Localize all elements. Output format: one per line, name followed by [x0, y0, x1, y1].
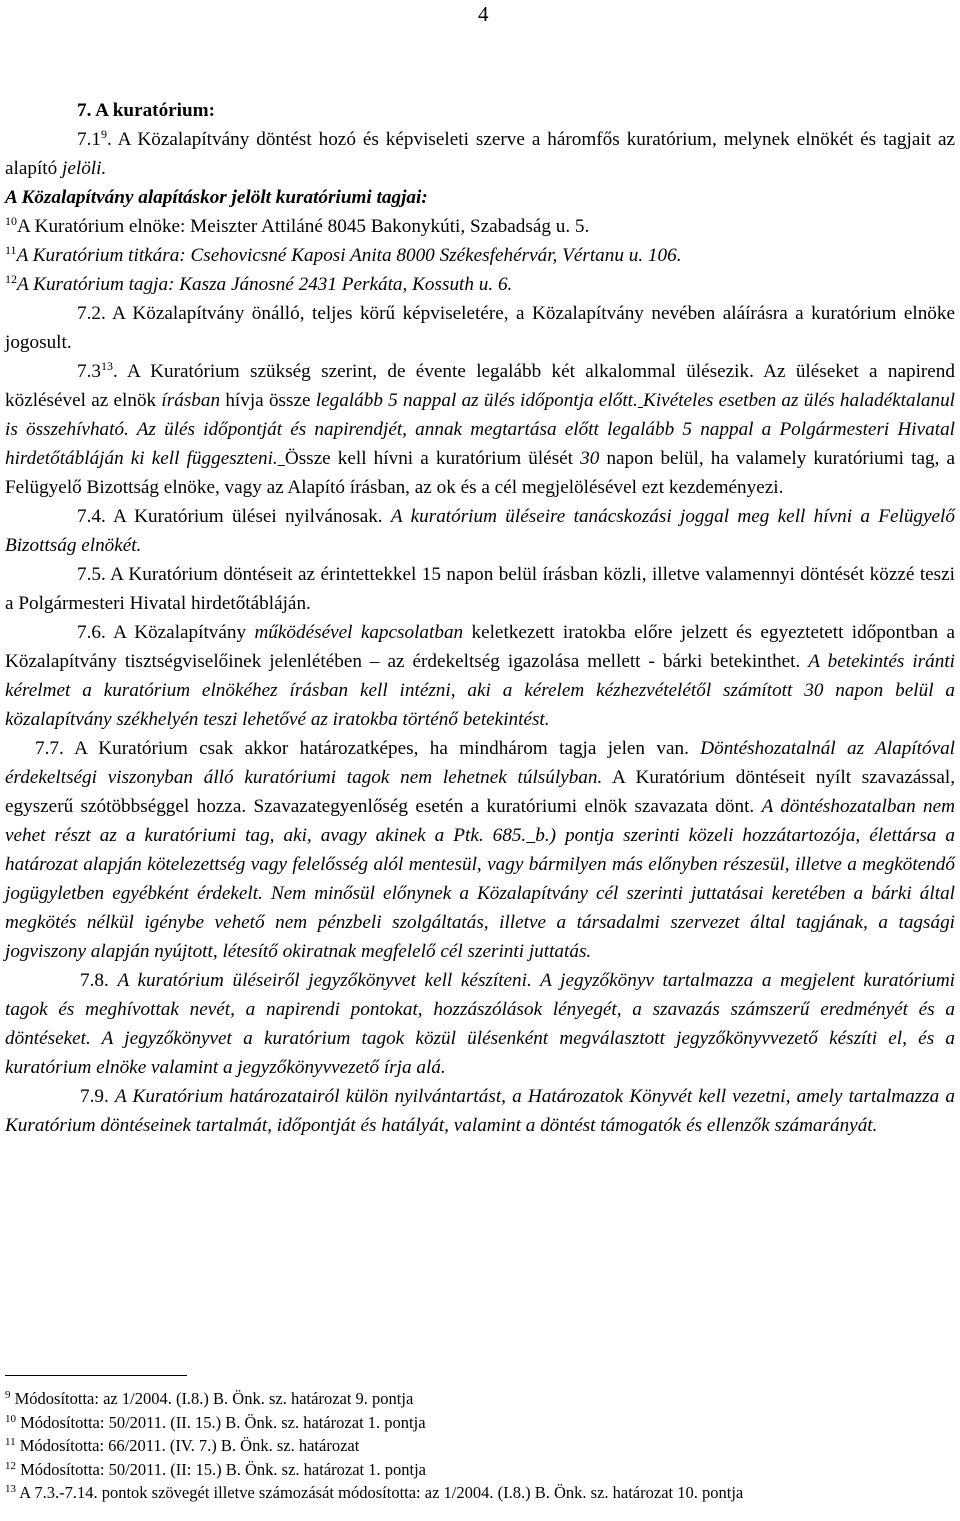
member-secretary: $^{11}$A Kuratórium titkára: Csehovicsné Kaposi Anita 8000 Székesfehérvár, Vértanu u. 106.	[5, 243, 682, 266]
paragraph-7-9: 7.9. A Kuratórium határozatairól külön nyilvántartást, a Határozatok Könyvét kell vezetni, amely tartalmazza a Kuratórium döntéseinek tartalmát, időpontját és hatályát, valamint a döntést támogatók és ellenzők számarányát.	[5, 1086, 955, 1136]
footnote-ref: 13	[100, 359, 113, 373]
paragraph-7-5: 7.5. A Kuratórium döntéseit az érintettekkel 15 napon belül írásban közli, illetve valamennyi döntését közzé teszi a Polgármesteri Hivatal hirdetőtábláján.	[5, 564, 955, 614]
footnote-ref: 9	[100, 127, 107, 141]
paragraph-7-4: 7.4. A Kuratórium ülései nyilvánosak. A kuratórium üléseire tanácskozási joggal meg kell hívni a Felügyelő Bizottság elnökét.	[5, 506, 955, 556]
member-president: $^{10}$A Kuratórium elnöke: Meiszter Attiláné 8045 Bakonykúti, Szabadság u. 5.	[5, 214, 590, 237]
paragraph-7-2: 7.2. A Közalapítvány önálló, teljes körű képviseletére, a Közalapítvány nevében aláírásra a kuratórium elnöke jogosult.	[5, 303, 955, 353]
document-body	[5, 96, 955, 1140]
paragraph-7-8: 7.8. A kuratórium üléseiről jegyzőkönyvet kell készíteni. A jegyzőkönyv tartalmazza a megjelent kuratóriumi tagok és meghívottak nevét, a napirendi pontokat, hozzászólások lényegét, a szavazás számszerű eredményét és a döntéseket. A jegyzőkönyvet a kuratórium tagok közül ülésenként megválasztott jegyzőkönyvvezető készíti el, és a kuratórium elnöke valamint a jegyzőkönyvvezető írja alá.	[5, 970, 956, 1078]
footnote: $^{12}$ Módosította: 50/2011. (II: 15.) B. Önk. sz. határozat 1. pontja	[5, 1459, 426, 1479]
page-number: 4	[478, 2, 489, 26]
footnote: $^{11}$ Módosította: 66/2011. (IV. 7.) B. Önk. sz. határozat	[5, 1436, 360, 1455]
footnote-ref: 12	[5, 272, 17, 286]
paragraph-7-3: $7.3^{13}$. A Kuratórium szükség szerint, de évente legalább két alkalommal ülésezik. Az üléseket a napirend közlésével az elnök írásban hívja össze legalább 5 nappal az ülés időpontja előtt. Kivételes esetben az ülés haladéktalanul is összehívható. Az ülés időpontját és napirendjét, annak megtartása előtt legalább 5 nappal a Polgármesteri Hivatal hirdetőtábláján ki kell függeszteni. Össze kell hívni a kuratórium ülését 30 napon belül, ha valamely kuratóriumi tag, a Felügyelő Bizottság elnöke, vagy az Alapító írásban, az ok és a cél megjelölésével ezt kezdeményezi.	[5, 359, 956, 498]
members-heading: A Közalapítvány alapításkor jelölt kuratóriumi tagjai:	[5, 187, 428, 208]
footnote: $^{13}$ A 7.3.-7.14. pontok szövegét illetve számozását módosította: az 1/2004. (I.8.) B. Önk. sz. határozat 10. pontja	[5, 1483, 744, 1502]
paragraph-7-6: 7.6. A Közalapítvány működésével kapcsolatban keletkezett iratokba előre jelzett és egyeztetett időpontban a Közalapítvány tisztségviselőinek jelenlétében – az érdekeltség igazolása mellett - bárki betekinthet. A betekintés iránti kérelmet a kuratórium elnökéhez írásban kell intézni, aki a kérelem kézhezvételétől számított 30 napon belül a közalapítvány székhelyén teszi lehetővé az iratokba történő betekintést.	[5, 622, 956, 730]
footnote-separator	[5, 1375, 187, 1376]
member-member: $^{12}$A Kuratórium tagja: Kasza Jánosné 2431 Perkáta, Kossuth u. 6.	[5, 272, 513, 295]
footnote-ref: 10	[5, 214, 17, 228]
footnotes	[5, 1387, 955, 1505]
footnote-ref: 11	[5, 243, 17, 257]
footnote: $^9$ Módosította: az 1/2004. (I.8.) B. Önk. sz. határozat 9. pontja	[5, 1389, 414, 1408]
paragraph-7-1: $7.1^9$. A Közalapítvány döntést hozó és képviseleti szerve a háromfős kuratórium, melynek elnökét és tagjait az alapító jelöli.	[5, 127, 955, 179]
section-heading: 7. A kuratórium:	[77, 100, 216, 121]
paragraph-7-7: 7.7. A Kuratórium csak akkor határozatképes, ha mindhárom tagja jelen van. Döntéshozatalnál az Alapítóval érdekeltségi viszonyban álló kuratóriumi tagok nem lehetnek túlsúlyban. A Kuratórium döntéseit nyílt szavazással, egyszerű szótöbbséggel hozza. Szavazategyenlőség esetén a kuratóriumi elnök szavazata dönt. A döntéshozatalban nem vehet részt az a kuratóriumi tag, aki, avagy akinek a Ptk. 685. b.) pontja szerinti közeli hozzátartozója, élettársa a határozat alapján kötelezettség vagy felelősség alól mentesül, vagy bármilyen más előnyben részesül, illetve a megkötendő jogügyletben egyébként érdekelt. Nem minősül előnynek a Közalapítvány cél szerinti juttatásai keretében a bárki által megkötés nélkül igénybe vehető nem pénzbeli szolgáltatás, illetve a társadalmi szervezet által tagjának, a tagsági jogviszony alapján nyújtott, létesítő okiratnak megfelelő cél szerinti juttatás.	[5, 738, 956, 962]
footnote: $^{10}$ Módosította: 50/2011. (II. 15.) B. Önk. sz. határozat 1. pontja	[5, 1412, 426, 1432]
